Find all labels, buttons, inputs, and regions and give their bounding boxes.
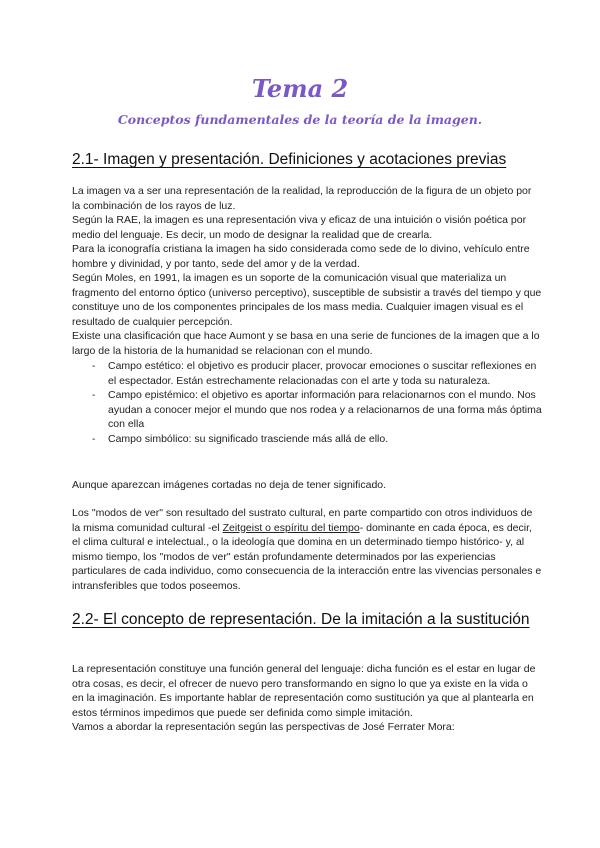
page-title: Tema 2 (251, 74, 349, 103)
paragraph: Para la iconografía cristiana la imagen ha sido considerada como sede de lo divino, vehículo entre hombre y divinidad, y por tanto, sede del amor y de la verdad. (72, 243, 530, 270)
list-marker: - (92, 360, 96, 372)
paragraph: Según Moles, en 1991, la imagen es un soporte de la comunicación visual que materializa un fragmento del entorno óptico (universo perceptivo), susceptible de subsistir a través del tiempo y que constituye uno de los componentes principales de los mass media. Cualquier imagen visual es el resultado de cualquier percepción. (72, 272, 542, 328)
paragraph-modos-de-ver (72, 506, 542, 593)
paragraph: Según la RAE, la imagen es una representación viva y eficaz de una intuición o visión poética por medio del lenguaje. Es decir, un modo de designar la realidad que de crearla. (72, 214, 527, 241)
section-1-intro (72, 184, 542, 358)
text-run: Los "modos de ver" son resultado del sustrato cultural, en parte compartido con otros individuos de la misma comunidad cultural -el (72, 507, 533, 534)
page-subtitle: Conceptos fundamentales de la teoría de la imagen. (117, 112, 483, 127)
text-run: - dominante en cada época, es decir, el clima cultural e intelectual., o la ideología que domina en un determinado tiempo histórico- y, al mismo tiempo, los "modos de ver" están profundamente determinados por las experiencias particulares de cada individuo, como consecuencia de la interacción entre las vivencias personales e intransferibles que todos poseemos. (72, 521, 542, 592)
paragraph (72, 506, 542, 593)
section-2-body (72, 662, 542, 735)
paragraph: Aunque aparezcan imágenes cortadas no deja de tener significado. (72, 479, 387, 491)
section-1-heading: 2.1- Imagen y presentación. Definiciones y acotaciones previas (72, 151, 507, 168)
list-item-text: Campo epistémico: el objetivo es aportar información para relacionarnos con el mundo. Nos ayudan a conocer mejor el mundo que nos rodea y a relacionarnos de una forma más óptima con ella (108, 389, 542, 430)
list-marker: - (92, 432, 96, 445)
paragraph: Vamos a abordar la representación según las perspectivas de José Ferrater Mora: (72, 721, 455, 733)
list-item-text: Campo simbólico: su significado trasciende más allá de ello. (108, 432, 389, 445)
list-item-text: Campo estético: el objetivo es producir placer, provocar emociones o suscitar reflexiones en el espectador. Están estrechamente relacionadas con el arte y toda su naturaleza. (108, 360, 537, 387)
list-item (92, 388, 542, 432)
zeitgeist-underlined-text: Zeitgeist o espíritu del tiempo (222, 521, 360, 534)
list-marker: - (92, 389, 96, 401)
list-item (92, 432, 542, 447)
paragraph: La representación constituye una función general del lenguaje: dicha función es el estar en lugar de otra cosas, es decir, el ofrecer de nuevo pero transformando en signo lo que ya existe en la vida o en la imaginación. Es importante hablar de representación como sustitución ya que al plantearla en estos términos impedimos que puede ser definida como simple imitación. (72, 663, 536, 719)
section-2-heading: 2.2- El concepto de representación. De la imitación a la sustitución (72, 611, 530, 628)
paragraph-cut-images (72, 478, 542, 493)
functions-list (92, 359, 542, 446)
list-item (92, 359, 542, 388)
paragraph: Existe una clasificación que hace Aumont y se basa en una serie de funciones de la imagen que a lo largo de la historia de la humanidad se relacionan con el mundo. (72, 330, 540, 357)
paragraph: La imagen va a ser una representación de la realidad, la reproducción de la figura de un objeto por la combinación de los rayos de luz. (72, 185, 532, 212)
